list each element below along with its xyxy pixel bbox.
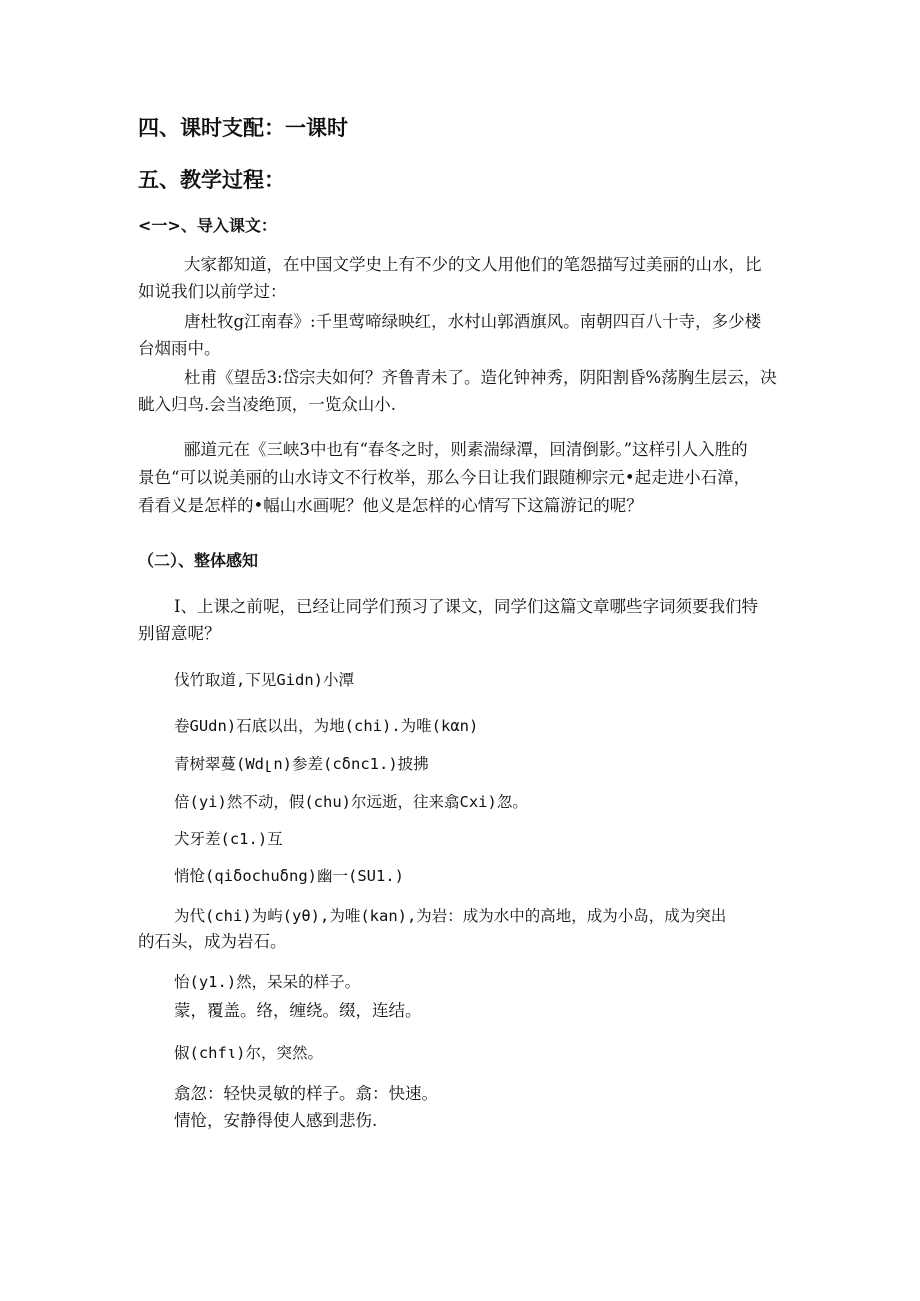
poem-2-line-1: 杜甫《望岳3:岱宗夫如何？齐鲁青未了。造化钟神秀，阴阳割昏%荡胸生层云，决 xyxy=(184,368,777,387)
poem-1-line-2: 台烟雨中。 xyxy=(138,339,221,358)
vocab-item: 的石头，成为岩石。 xyxy=(138,932,287,951)
vocab-item: 倍(yi)然不动，假(chu)尔远逝，往来翕Cxi)忽。 xyxy=(174,793,528,811)
intro-line-1: 大家都知道，在中国文学史上有不少的文人用他们的笔怨描写过美丽的山水，比 xyxy=(184,255,762,274)
vocab-item: 犬牙差(c1.)互 xyxy=(174,830,283,848)
intro-line-2: 如说我们以前学过： xyxy=(138,282,287,301)
vocab-item: 怡(y1.)然，呆呆的样子。 xyxy=(174,973,361,991)
poem-2-line-2: 眦入归鸟.会当凌绝顶，一览众山小. xyxy=(138,395,396,414)
vocab-item: 为代(chi)为屿(yθ),为唯(kan),为岩：成为水中的高地，成为小岛，成为突出 xyxy=(174,907,727,925)
vocab-item: 翕忽：轻快灵敏的样子。翕：快速。 xyxy=(174,1084,438,1103)
vocab-item: 蒙，覆盖。络，缠绕。缀，连结。 xyxy=(174,1001,422,1020)
vocab-item: 卷GUdn)石底以出，为地(chi).为唯(kαn) xyxy=(174,717,479,735)
paragraph-3-line-2: 景色“可以说美丽的山水诗文不行枚举，那么今日让我们跟随柳宗元•起走进小石漳， xyxy=(138,468,751,487)
part-2-heading: （二）、整体感知 xyxy=(138,551,259,570)
vocab-item: 俶(chfι)尔，突然。 xyxy=(174,1044,323,1062)
vocab-item: 情怆，安静得使人感到悲伤. xyxy=(174,1111,378,1130)
vocab-item: 悄怆(qiδochuδng)幽一(SU1.) xyxy=(174,867,404,885)
vocab-item: 伐竹取道,下见Gidn)小潭 xyxy=(174,671,354,689)
part-1-heading: <一>、导入课文： xyxy=(138,216,277,235)
question-1-line-1: I、上课之前呢，已经让同学们预习了课文，同学们这篇文章哪些字词须要我们特 xyxy=(174,597,759,616)
section-5-heading: 五、教学过程： xyxy=(138,168,285,192)
vocab-item: 青树翠蔓(Wdլn)参差(cδnc1.)披拂 xyxy=(174,755,429,773)
paragraph-3-line-3: 看看义是怎样的•幅山水画呢？他义是怎样的心情写下这篇游记的呢？ xyxy=(138,496,643,515)
section-4-heading: 四、课时支配：一课时 xyxy=(138,116,348,140)
poem-1-line-1: 唐杜牧g江南春》:千里莺啼绿映红，水村山郭酒旗风。南朝四百八十寺，多少楼 xyxy=(184,312,762,331)
question-1-line-2: 别留意呢？ xyxy=(138,624,221,643)
paragraph-3-line-1: 郦道元在《三峡3中也有“春冬之时，则素湍绿潭，回清倒影。”这样引人入胜的 xyxy=(184,440,748,459)
